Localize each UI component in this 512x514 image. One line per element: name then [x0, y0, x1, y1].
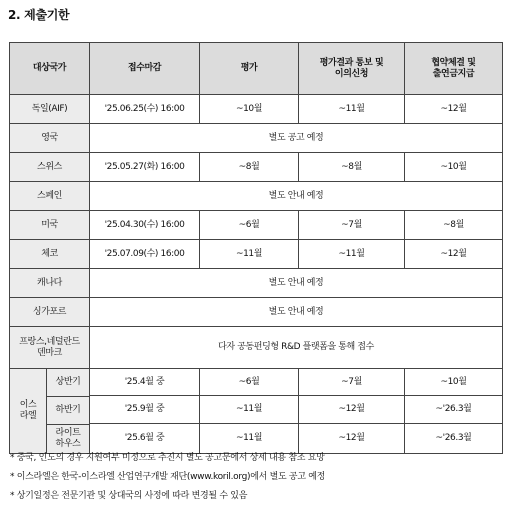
evaluation-cell: ~11월: [200, 396, 299, 423]
table-row: [10, 153, 503, 182]
country-cell: 프랑스,네덜란드 덴마크: [10, 327, 90, 369]
header-country: 대상국가: [10, 43, 90, 95]
country-cell: 캐나다: [10, 269, 90, 298]
notes-list: [10, 449, 325, 506]
header-notice: 평가결과 통보 및 이의신청: [299, 43, 405, 95]
israel-sub-label: 라이트 하우스: [55, 428, 81, 449]
deadline-cell: '25.07.09(수) 16:00: [90, 240, 200, 269]
note-item: * 이스라엘은 한국-이스라엘 산업연구개발 재단(www.koril.org)에서 별도 공고 예정: [10, 472, 326, 482]
deadline-cell: '25.9월 중: [90, 396, 200, 423]
deadline-cell: '25.05.27(화) 16:00: [90, 153, 200, 182]
notice-cell: ~11월: [299, 95, 405, 124]
evaluation-cell: ~6월: [200, 211, 299, 240]
deadline-cell: '25.04.30(수) 16:00: [90, 211, 200, 240]
section-title: 2. 제출기한: [8, 8, 70, 22]
table-row: [10, 327, 503, 369]
evaluation-cell: ~6월: [200, 369, 299, 396]
notice-cell: ~8월: [299, 153, 405, 182]
israel-label: 이스 라엘: [10, 369, 47, 453]
header-deadline: 접수마감: [90, 43, 200, 95]
notice-cell: ~7월: [299, 369, 405, 396]
contract-cell: ~12월: [405, 240, 503, 269]
evaluation-cell: ~11월: [200, 423, 299, 453]
notice-cell: ~7월: [299, 211, 405, 240]
israel-sub-label: 하반기: [47, 397, 89, 425]
table-row: [10, 369, 503, 396]
merged-cell: 별도 안내 예정: [90, 269, 503, 298]
country-cell: 체코: [10, 240, 90, 269]
table-row: [10, 298, 503, 327]
contract-cell: ~10월: [405, 369, 503, 396]
table-header-row: [10, 43, 503, 95]
merged-cell: 별도 안내 예정: [90, 298, 503, 327]
country-cell: 독일(AIF): [10, 95, 90, 124]
notice-cell: ~11월: [299, 240, 405, 269]
contract-cell: ~8월: [405, 211, 503, 240]
evaluation-cell: ~10월: [200, 95, 299, 124]
country-cell: 스위스: [10, 153, 90, 182]
country-cell: 싱가포르: [10, 298, 90, 327]
deadline-cell: '25.4월 중: [90, 369, 200, 396]
contract-cell: ~'26.3월: [405, 423, 503, 453]
merged-cell: 별도 공고 예정: [90, 124, 503, 153]
deadline-cell: '25.06.25(수) 16:00: [90, 95, 200, 124]
contract-cell: ~12월: [405, 95, 503, 124]
notice-cell: ~12월: [299, 423, 405, 453]
country-cell: 영국: [10, 124, 90, 153]
submission-deadline-table: [9, 42, 503, 454]
table-row: [10, 240, 503, 269]
table-row: [10, 211, 503, 240]
note-item: * 상기일정은 전문기관 및 상대국의 사정에 따라 변경될 수 있음: [10, 491, 248, 501]
country-cell: 미국: [10, 211, 90, 240]
table-row: [10, 124, 503, 153]
table-row: [10, 95, 503, 124]
country-cell: 스페인: [10, 182, 90, 211]
deadline-cell: '25.6월 중: [90, 423, 200, 453]
merged-cell: 다자 공동펀딩형 R&D 플랫폼을 통해 접수: [90, 327, 503, 369]
contract-cell: ~10월: [405, 153, 503, 182]
merged-cell: 별도 안내 예정: [90, 182, 503, 211]
table-row: [10, 182, 503, 211]
notice-cell: ~12월: [299, 396, 405, 423]
table-row: [10, 269, 503, 298]
header-evaluation: 평가: [200, 43, 299, 95]
evaluation-cell: ~11월: [200, 240, 299, 269]
header-contract: 협약체결 및 출연금지급: [405, 43, 503, 95]
note-item: * 중국, 인도의 경우 지원여부 미정으로 추진시 별도 공고문에서 상세 내용 참조 요망: [10, 453, 325, 463]
evaluation-cell: ~8월: [200, 153, 299, 182]
contract-cell: ~'26.3월: [405, 396, 503, 423]
israel-sub-label: 상반기: [47, 369, 89, 397]
israel-country-cell: [10, 369, 90, 454]
